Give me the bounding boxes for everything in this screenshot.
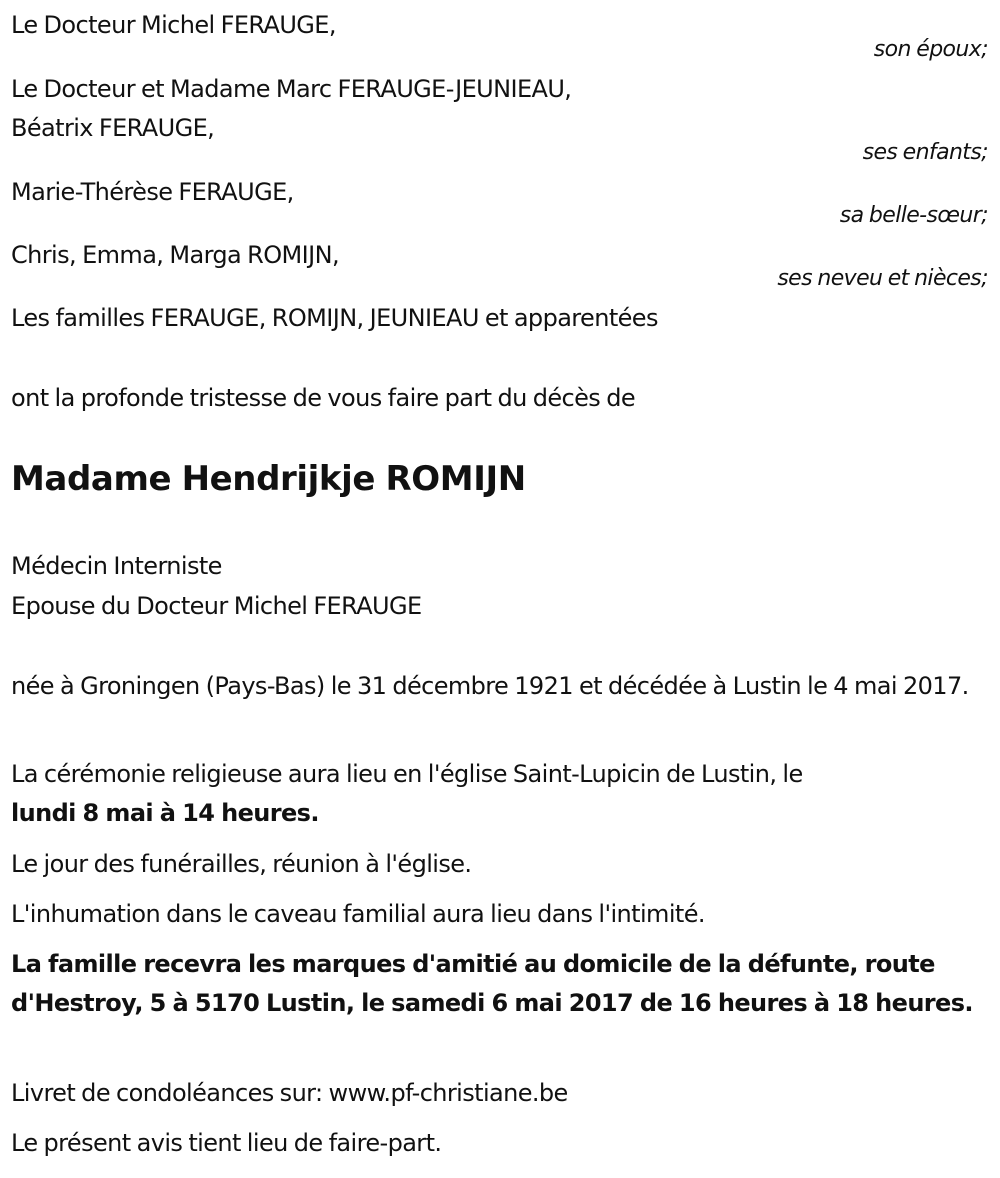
deceased-profession: Médecin Interniste (11, 552, 222, 580)
family-role: ses neveu et nièces; (777, 266, 988, 291)
family-name-line: Marie-Thérèse FERAUGE, (11, 178, 294, 206)
announcement-text: ont la profonde tristesse de vous faire part du décès de (11, 384, 636, 412)
notice-text: Le présent avis tient lieu de faire-part. (11, 1129, 442, 1157)
family-role: sa belle-sœur; (839, 203, 988, 228)
burial-text: L'inhumation dans le caveau familial aura lieu dans l'intimité. (11, 900, 705, 928)
ceremony-paragraph (11, 755, 996, 833)
family-name-line: Béatrix FERAUGE, (11, 114, 215, 142)
family-role: ses enfants; (862, 140, 988, 165)
condolences-text: Livret de condoléances sur: www.pf-christiane.be (11, 1079, 568, 1107)
ceremony-time: lundi 8 mai à 14 heures. (11, 799, 319, 827)
family-name-line: Le Docteur Michel FERAUGE, (11, 11, 336, 39)
family-role: son époux; (873, 37, 988, 62)
family-name-line: Chris, Emma, Marga ROMIJN, (11, 241, 339, 269)
deceased-name: Madame Hendrijkje ROMIJN (11, 459, 526, 499)
birth-death-text: née à Groningen (Pays-Bas) le 31 décembre 1921 et décédée à Lustin le 4 mai 2017. (11, 672, 969, 700)
ceremony-text: La cérémonie religieuse aura lieu en l'église Saint-Lupicin de Lustin, le (11, 760, 803, 788)
family-name-line: Les familles FERAUGE, ROMIJN, JEUNIEAU et apparentées (11, 304, 658, 332)
visitation-text: La famille recevra les marques d'amitié au domicile de la défunte, route d'Hestroy, 5 à 5170 Lustin, le samedi 6 mai 2017 de 16 heures à 18 heures. (11, 950, 973, 1017)
family-name-line: Le Docteur et Madame Marc FERAUGE-JEUNIEAU, (11, 75, 572, 103)
deceased-spouse: Epouse du Docteur Michel FERAUGE (11, 592, 422, 620)
gathering-text: Le jour des funérailles, réunion à l'église. (11, 850, 472, 878)
